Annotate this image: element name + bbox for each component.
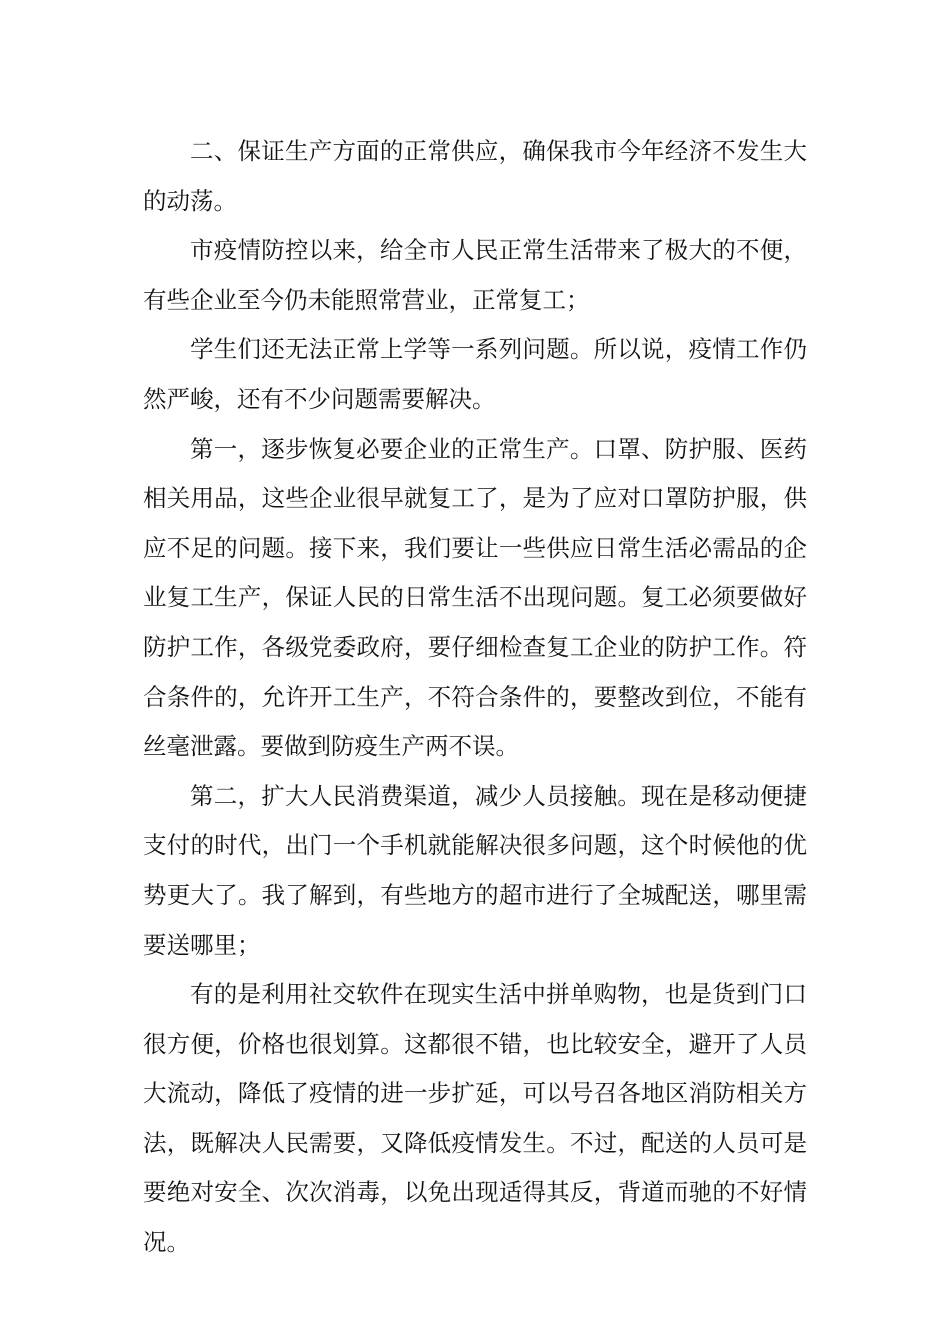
paragraph-point-one: 第一，逐步恢复必要企业的正常生产。口罩、防护服、医药相关用品，这些企业很早就复工了，是为了应对口罩防护服，供应不足的问题。接下来，我们要让一些供应日常生活必需品的企业复工生产，保证人民的日常生活不出现问题。复工必须要做好防护工作，各级党委政府，要仔细检查复工企业的防护工作。符合条件的，允许开工生产，不符合条件的，要整改到位，不能有丝毫泄露。要做到防疫生产两不误。 xyxy=(143,434,807,761)
paragraph-pandemic-impact: 市疫情防控以来，给全市人民正常生活带来了极大的不便，有些企业至今仍未能照常营业，正常复工； xyxy=(143,236,807,314)
paragraph-group-buying: 有的是利用社交软件在现实生活中拼单购物，也是货到门口很方便，价格也很划算。这都很不错，也比较安全，避开了人员大流动，降低了疫情的进一步扩延，可以号召各地区消防相关方法，既解决人民需要，又降低疫情发生。不过，配送的人员可是要绝对安全、次次消毒，以免出现适得其反，背道而驰的不好情况。 xyxy=(143,980,807,1257)
document-body xyxy=(143,127,807,1268)
paragraph-section-heading: 二、保证生产方面的正常供应，确保我市今年经济不发生大的动荡。 xyxy=(143,137,807,215)
paragraph-students: 学生们还无法正常上学等一系列问题。所以说，疫情工作仍然严峻，还有不少问题需要解决。 xyxy=(143,335,807,413)
paragraph-point-two: 第二，扩大人民消费渠道，减少人员接触。现在是移动便捷支付的时代，出门一个手机就能解决很多问题，这个时候他的优势更大了。我了解到，有些地方的超市进行了全城配送，哪里需要送哪里； xyxy=(143,781,807,959)
